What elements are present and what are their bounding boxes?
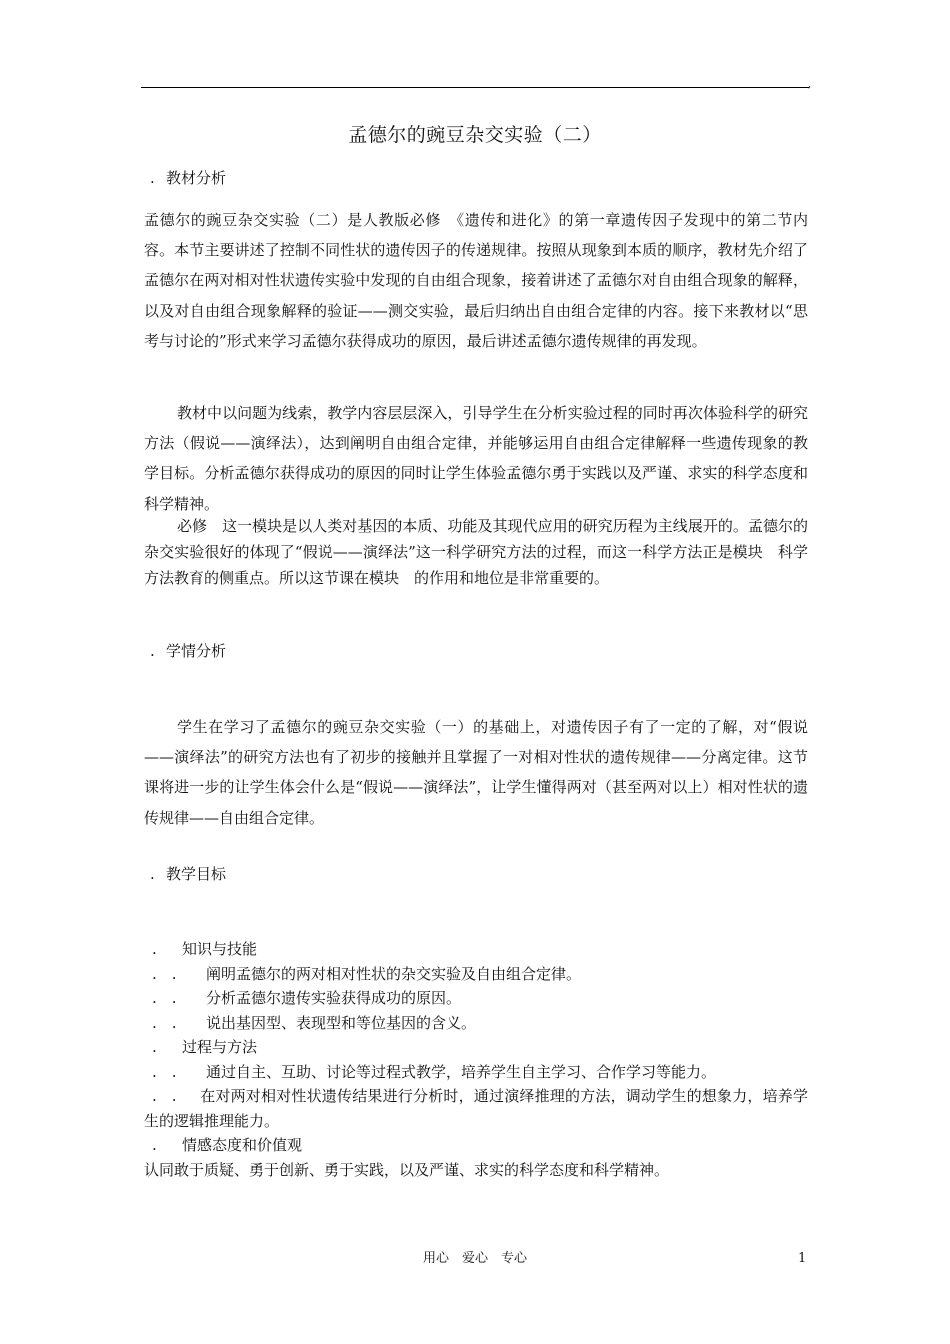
- group-label: 知识与技能: [182, 940, 258, 958]
- paragraph-module-position: 必修 这一模块是以人类对基因的本质、功能及其现代应用的研究历程为主线展开的。孟德尔的杂交实验很好的体现了“假说——演绎法”这一科学研究方法的过程，而这一科学方法正是模块 科学方法教育的侧重点。所以这节课在模块 的作用和地位是非常重要的。: [144, 517, 808, 587]
- item-text: 阐明孟德尔的两对相对性状的杂交实验及自由组合定律。: [206, 964, 582, 983]
- section-label: 教材分析: [166, 169, 227, 187]
- header-mark: ,: [808, 79, 812, 90]
- item-text: 通过自主、互助、讨论等过程式教学，培养学生自主学习、合作学习等能力。: [206, 1062, 717, 1081]
- page-number: 1: [798, 1251, 807, 1266]
- objective-group-process: [144, 1035, 808, 1060]
- item-text: 分析孟德尔遗传实验获得成功的原因。: [206, 989, 462, 1007]
- section-heading-student-analysis: [150, 640, 226, 662]
- list-item: [144, 1011, 808, 1036]
- paragraph-teaching-approach: 教材中以问题为线索，教学内容层层深入，引导学生在分析实验过程的同时再次体验科学的研究方法（假说——演绎法），达到阐明自由组合定律，并能够运用自由组合定律解释一些遗传现象的教学目标。分析孟德尔获得成功的原因的同时让学生体验孟德尔勇于实践以及严谨、求实的科学态度和科学精神。: [144, 404, 808, 513]
- group-label: 过程与方法: [182, 1038, 258, 1056]
- item-number: . .: [152, 1013, 177, 1032]
- group-number: .: [152, 1038, 157, 1056]
- document-title: 孟德尔的豌豆杂交实验（二）: [348, 124, 602, 146]
- item-text: 在对两对相对性状遗传结果进行分析时，通过演绎推理的方法，调动学生的想象力，培养学生的逻辑推理能力。: [144, 1087, 808, 1130]
- section-heading-material-analysis: [150, 167, 226, 189]
- item-number: . .: [152, 1062, 177, 1081]
- item-number: . .: [152, 964, 177, 983]
- group-number: .: [152, 1136, 157, 1154]
- list-item: [144, 1084, 808, 1133]
- item-number: . .: [152, 1087, 177, 1105]
- section-number: .: [150, 642, 155, 660]
- section-label: 学情分析: [166, 642, 227, 660]
- section-heading-teaching-objectives: [150, 863, 226, 885]
- section-label: 教学目标: [166, 865, 227, 883]
- section-number: .: [150, 169, 155, 187]
- list-item: [144, 1060, 808, 1085]
- item-text: 说出基因型、表现型和等位基因的含义。: [206, 1013, 477, 1032]
- group-label: 情感态度和价值观: [182, 1136, 303, 1154]
- objective-attitude-text: 认同敢于质疑、勇于创新、勇于实践，以及严谨、求实的科学态度和科学精神。: [144, 1160, 670, 1179]
- group-number: .: [152, 940, 157, 958]
- paragraph-student-analysis: 学生在学习了孟德尔的豌豆杂交实验（一）的基础上，对遗传因子有了一定的了解，对“假说——演绎法”的研究方法也有了初步的接触并且掌握了一对相对性状的遗传规律——分离定律。这节课将进一步的让学生体会什么是“假说——演绎法”，让学生懂得两对（甚至两对以上）相对性状的遗传规律——自由组合定律。: [144, 718, 808, 827]
- list-item: [144, 986, 808, 1011]
- objectives-list: [144, 937, 808, 1182]
- header-rule: [141, 87, 809, 88]
- footer-motto: 用心 爱心 专心: [422, 1251, 527, 1266]
- section-number: .: [150, 865, 155, 883]
- list-item: [144, 962, 808, 987]
- item-number: . .: [152, 989, 177, 1007]
- paragraph-material-overview: 孟德尔的豌豆杂交实验（二）是人教版必修 《遗传和进化》的第一章遗传因子发现中的第二节内容。本节主要讲述了控制不同性状的遗传因子的传递规律。按照从现象到本质的顺序，教材先介绍了孟德尔在两对相对性状遗传实验中发现的自由组合现象，接着讲述了孟德尔对自由组合现象的解释，以及对自由组合现象解释的验证——测交实验，最后归纳出自由组合定律的内容。接下来教材以“思考与讨论的”形式来学习孟德尔获得成功的原因，最后讲述孟德尔遗传规律的再发现。: [144, 211, 808, 350]
- objective-group-knowledge: [144, 937, 808, 962]
- objective-group-attitude: [144, 1133, 808, 1158]
